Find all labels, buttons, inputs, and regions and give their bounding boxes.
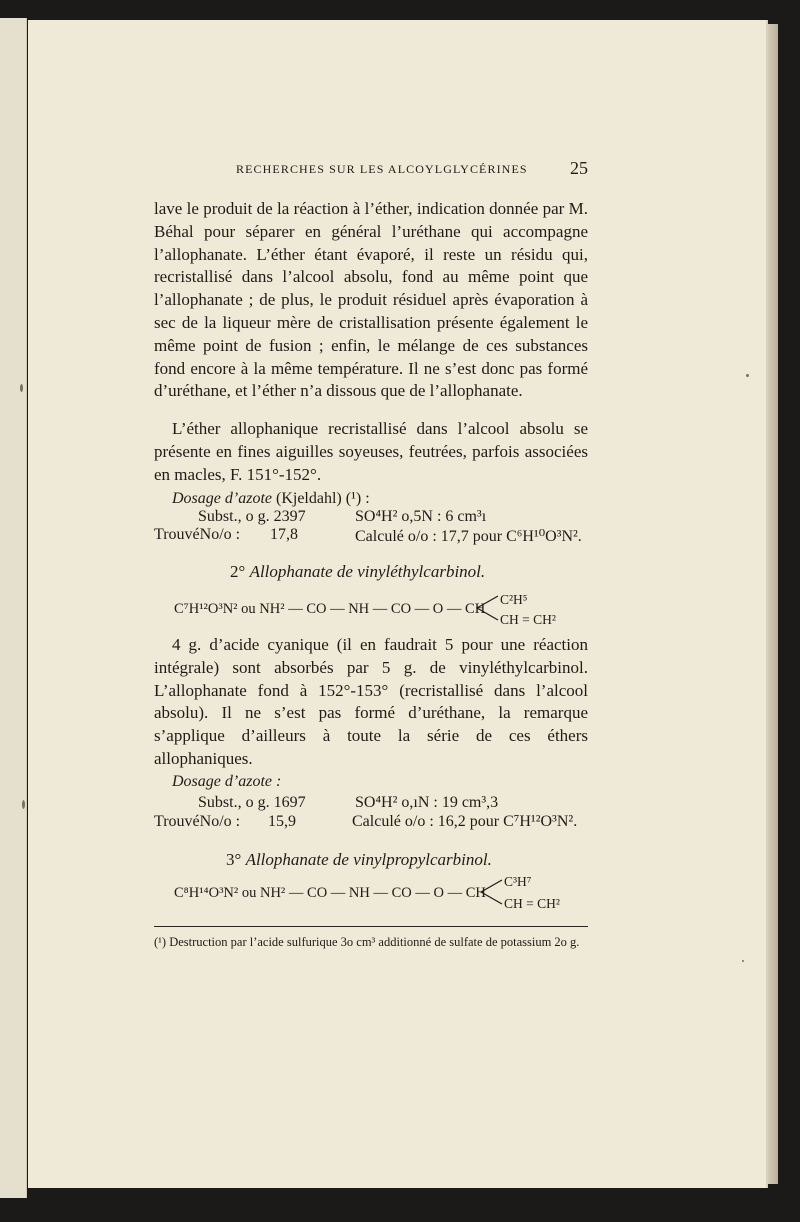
section-3-title: Allophanate de vinylpropylcarbinol. [245, 850, 492, 869]
paragraph-3: 4 g. d’acide cyanique (il en faudrait 5 pour une réaction intégrale) sont absorbés par 5 g. de vinyléthylcarbinol. L’allophanate fond à 152°-153° (recristallisé dans l’alcool absolu). Il ne s’est pas formé d’uréthane, la remarque s’applique d’ailleurs à toute la série de ces éthers allophaniques. [154, 635, 588, 768]
formula-3-branch-top: C³H⁷ [504, 874, 532, 889]
paragraph-1: lave le produit de la réaction à l’éther, indication donnée par M. Béhal pour séparer en général l’uréthane qui accompagne l’allophanate. L’éther étant évaporé, il reste un résidu qui, recristallisé dans l’alcool absolu, fond au même point que l’allophanate ; de plus, le produit résiduel après évaporation à sec de la liqueur mère de cristallisation présente également le même point de fusion ; enfin, le mélange de ces substances fond encore à la même température. Il ne s’est donc pas formé d’uréthane, et l’éther n’a dissous que de l’allophanate. [154, 199, 588, 401]
dosage-2-subst: Subst., o g. 1697 [198, 794, 306, 811]
dosage-2-found-label: TrouvéNo/o : [154, 813, 241, 830]
dosage-1-method: (Kjeldahl) (¹) : [275, 490, 370, 507]
dosage-2-title: Dosage d’azote : [172, 773, 282, 790]
previous-page-edge [0, 18, 27, 1198]
formula-2-branch-bottom: CH = CH² [500, 612, 556, 627]
scan-speck [20, 384, 23, 392]
scan-speck [22, 800, 25, 809]
dosage-1-found-label: TrouvéNo/o : [154, 526, 241, 543]
paragraph-2: L’éther allophanique recristallisé dans l’alcool absolu se présente en fines aiguilles soyeuses, feutrées, parfois associées en macles, F. 151°-152°. [154, 419, 588, 484]
branch-bracket-icon [474, 594, 500, 622]
footnote-rule [154, 926, 588, 927]
running-title: RECHERCHES SUR LES ALCOYLGLYCÉRINES [236, 162, 528, 176]
branch-bracket-icon [478, 878, 504, 906]
dosage-2-acid: SO⁴H² o,ıN : 19 cm³,3 [355, 794, 499, 811]
dosage-1-subst: Subst., o g. 2397 [198, 508, 306, 525]
dosage-1-acid: SO⁴H² o,5N : 6 cm³ı [355, 508, 487, 525]
formula-2-branch-top: C²H⁵ [500, 592, 528, 607]
formula-vinylethylcarbinol: C⁷H¹²O³N² ou NH² — CO — NH — CO — O — CH [174, 601, 486, 617]
dosage-1-calculated: Calculé o/o : 17,7 pour C⁶H¹⁰O³N². [355, 528, 582, 545]
footnote: (¹) Destruction par l’acide sulfurique 3o cm³ additionné de sulfate de potassium 2o g. [154, 935, 580, 949]
scan-speck [742, 960, 744, 962]
section-2-title: Allophanate de vinyléthylcarbinol. [249, 562, 486, 581]
dosage-1-found-value: 17,8 [270, 526, 298, 543]
dosage-1-heading [172, 490, 370, 508]
formula-3-branch-bottom: CH = CH² [504, 896, 560, 911]
section-2-number: 2° [230, 562, 246, 581]
dosage-2-calculated: Calculé o/o : 16,2 pour C⁷H¹²O³N². [352, 813, 578, 830]
page-number: 25 [570, 158, 588, 178]
section-2-heading [230, 562, 485, 582]
section-3-number: 3° [226, 850, 242, 869]
formula-vinylpropylcarbinol: C⁸H¹⁴O³N² ou NH² — CO — NH — CO — O — CH [174, 885, 486, 901]
dosage-2-found-value: 15,9 [268, 813, 296, 830]
section-3-heading [226, 850, 492, 870]
page-stack-edge [766, 24, 778, 1184]
scan-speck [746, 374, 749, 377]
dosage-1-title: Dosage d’azote [172, 490, 272, 507]
running-header [236, 158, 588, 178]
